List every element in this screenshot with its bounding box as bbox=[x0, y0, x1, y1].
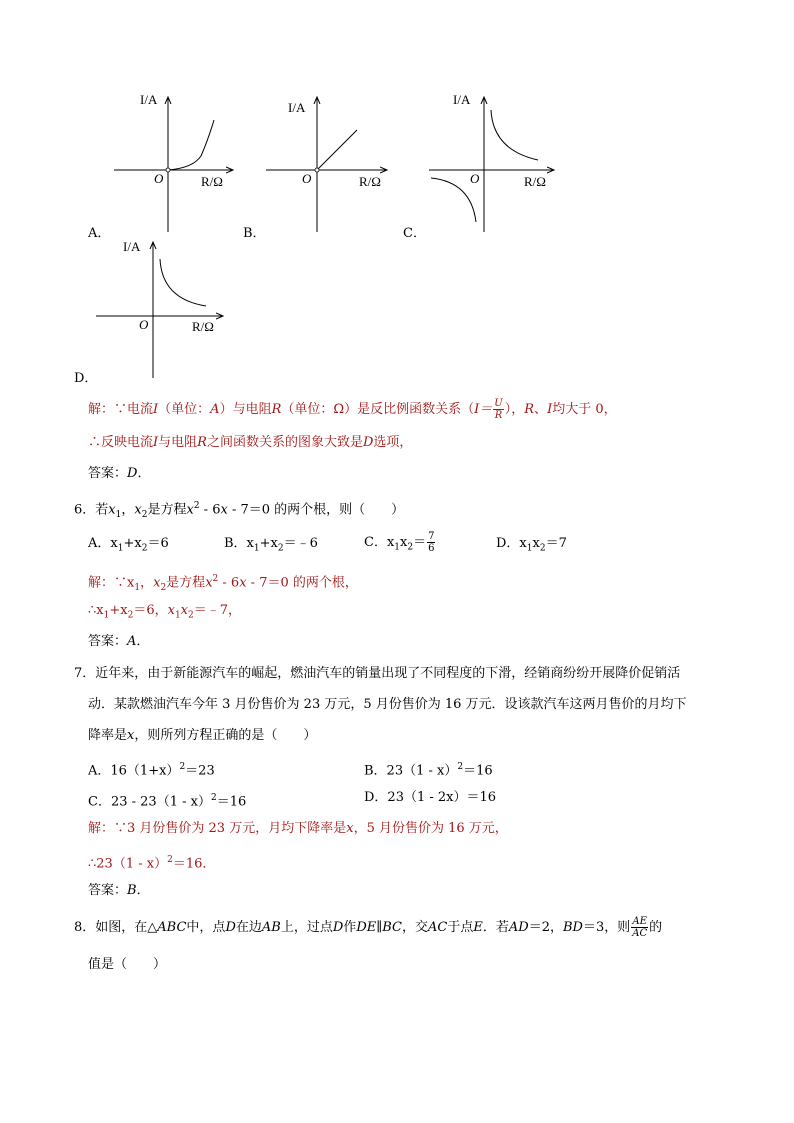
formula-fraction: $\frac{U}{R}$ bbox=[494, 398, 503, 421]
origin-label: O bbox=[470, 171, 480, 186]
q5-answer: 答案：D． bbox=[88, 466, 151, 481]
q7-option-b: B．23（1 - x）$^2$＝16 bbox=[364, 762, 493, 779]
y-axis-label: I/A bbox=[453, 92, 471, 107]
graph-c bbox=[425, 92, 560, 237]
graph-a bbox=[108, 92, 238, 237]
y-axis-label: I/A bbox=[288, 100, 306, 115]
q6-option-d: D．$x_1x_2=7$ bbox=[496, 536, 567, 554]
origin-label: O bbox=[302, 171, 312, 186]
curve-positive bbox=[491, 110, 538, 160]
q6-option-b: B．$x_1+x_2=﹣6$ bbox=[224, 536, 318, 554]
q7-stem-line-2: 动．某款燃油汽车今年 3 月份售价为 23 万元，5 月份售价为 16 万元．设该款汽车这两月售价的月均下 bbox=[88, 697, 687, 712]
option-c-fraction: $\frac{7}{6}$ bbox=[428, 531, 435, 554]
x-axis-label: R/Ω bbox=[359, 174, 381, 189]
q6-option-a: A．$x_1+x_2=6$ bbox=[88, 536, 169, 554]
q7-stem-line-3: 降率是x，则所列方程正确的是（ ） bbox=[88, 728, 317, 743]
graph-d bbox=[94, 235, 229, 380]
y-axis-label: I/A bbox=[123, 239, 141, 254]
q7-stem-line-1: 7．近年来，由于新能源汽车的崛起，燃油汽车的销量出现了不同程度的下滑，经销商纷纷开展降价促销活 bbox=[74, 666, 681, 681]
q7-option-c: C．23 - 23（1 - x）$^2$＝16 bbox=[88, 793, 247, 810]
ae-ac-fraction: $\frac{AE}{AC}$ bbox=[632, 916, 648, 939]
x-axis-label: R/Ω bbox=[524, 174, 546, 189]
q7-solution-line-1: 解：∵3 月份售价为 23 万元，月均下降率是x，5 月份售价为 16 万元， bbox=[88, 821, 508, 836]
origin-point bbox=[166, 168, 170, 172]
x-axis-label: R/Ω bbox=[201, 174, 223, 189]
q7-solution-line-2: ∴23（1 - x）$^2$＝16． bbox=[88, 855, 216, 872]
origin-label: O bbox=[154, 171, 164, 186]
graph-b bbox=[262, 92, 392, 237]
x-axis-label: R/Ω bbox=[192, 319, 214, 334]
q6-answer: 答案：A． bbox=[88, 634, 150, 649]
origin-label: O bbox=[139, 317, 149, 332]
q8-stem-line-2: 值是（ ） bbox=[88, 957, 167, 972]
y-axis-label: I/A bbox=[140, 92, 158, 107]
q6-option-c: C．$x_1x_2=$ $\frac{7}{6}$ bbox=[364, 531, 435, 554]
q5-solution-line-2: ∴反映电流I与电阻R之间函数关系的图象大致是D选项， bbox=[88, 435, 413, 450]
curve bbox=[160, 259, 206, 306]
line bbox=[317, 130, 357, 170]
q7-option-a: A．$16(1+x)^2=23$ bbox=[88, 762, 215, 779]
option-a-label: A． bbox=[88, 226, 111, 241]
origin-point bbox=[315, 168, 319, 172]
option-d-label: D． bbox=[74, 371, 98, 386]
option-c-label: C． bbox=[403, 226, 426, 241]
option-b-label: B． bbox=[243, 226, 266, 241]
q6-solution-line-2: $\therefore x_1+x_2=6$，$x_1x_2=﹣7$， bbox=[88, 603, 242, 621]
q7-option-d: D．23（1 - 2x）＝16 bbox=[364, 790, 497, 805]
q8-stem-line-1: 8．如图，在△ABC中，点D在边AB上，过点D作DE∥BC，交AC于点E．若AD＝2，BD＝3，则 $\frac{AE}{AC}$ 的 bbox=[74, 916, 663, 939]
curve bbox=[168, 120, 214, 170]
q5-solution-line-1: 解：∵电流I（单位：A）与电阻R（单位：Ω）是反比例函数关系（I＝ $\frac{U}{R}$ ），R、I均大于 0， bbox=[88, 398, 617, 421]
q6-solution-line-1: 解：$\because x_1$，$x_2$是方程$x^2 - 6x - 7=0$ 的两个根， bbox=[88, 574, 358, 593]
q7-answer: 答案：B． bbox=[88, 883, 150, 898]
q6-stem: 6．若$x_1$，$x_2$是方程$x^2 - 6x - 7=0$ 的两个根，则（ ） bbox=[74, 501, 405, 520]
